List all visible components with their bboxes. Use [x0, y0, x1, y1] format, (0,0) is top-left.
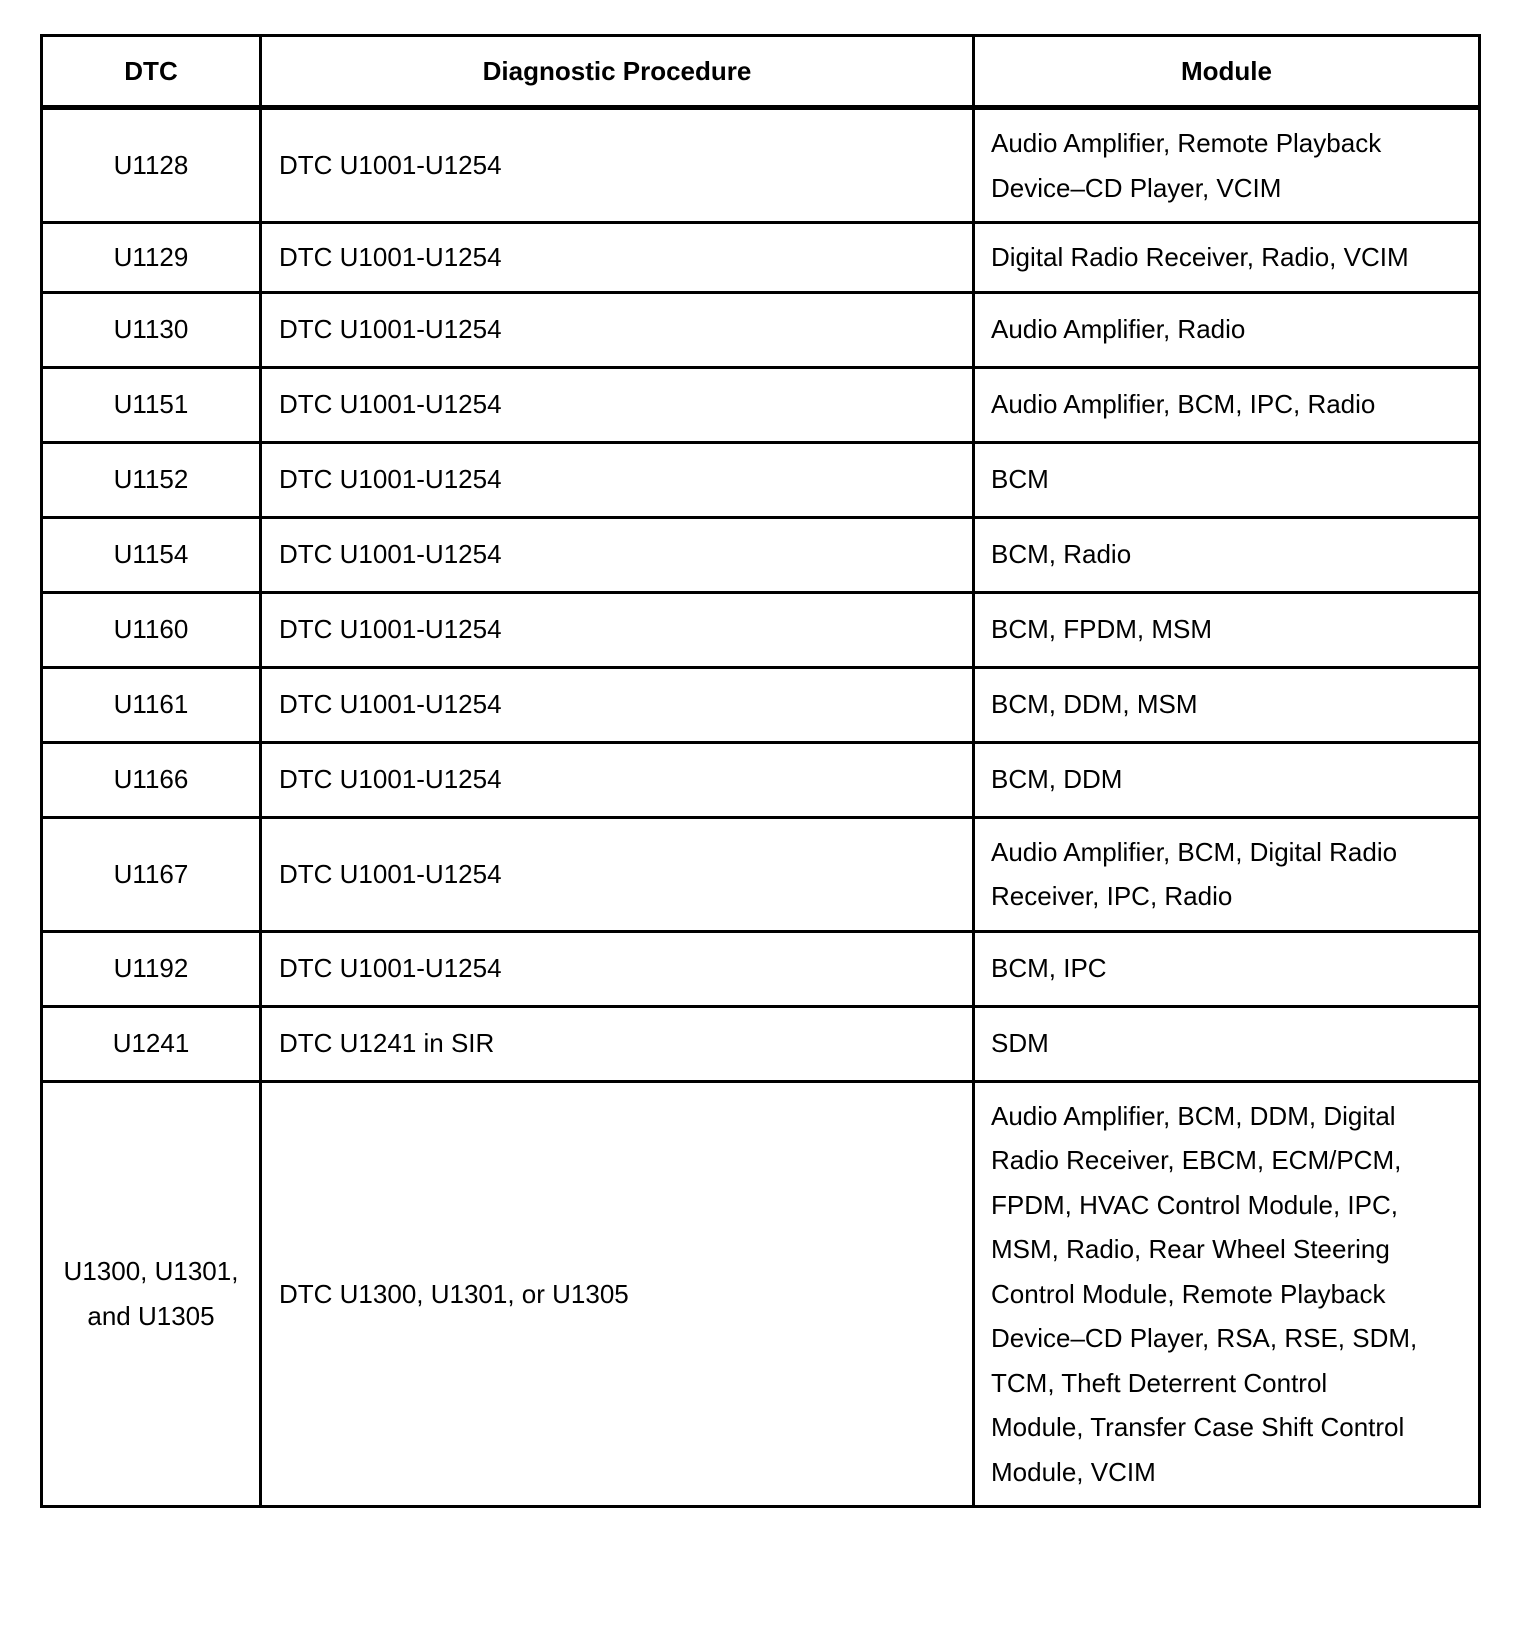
- dtc-table: [40, 34, 1481, 1508]
- dtc-cell: U1130: [42, 292, 261, 367]
- table-row: [42, 367, 1480, 442]
- procedure-cell: DTC U1001-U1254: [261, 667, 974, 742]
- header-diagnostic-procedure: Diagnostic Procedure: [261, 36, 974, 108]
- table-header-row: [42, 36, 1480, 108]
- procedure-cell: DTC U1001-U1254: [261, 442, 974, 517]
- module-cell: Audio Amplifier, BCM, IPC, Radio: [974, 367, 1480, 442]
- module-cell: BCM: [974, 442, 1480, 517]
- table-row: [42, 108, 1480, 223]
- table-row: [42, 1006, 1480, 1081]
- module-cell: Audio Amplifier, BCM, DDM, Digital Radio Receiver, EBCM, ECM/PCM, FPDM, HVAC Control Module, IPC, MSM, Radio, Rear Wheel Steering Control Module, Remote Playback Device–CD Player, RSA, RSE, SDM, TCM, Theft Deterrent Control Module, Transfer Case Shift Control Module, VCIM: [974, 1081, 1480, 1507]
- procedure-cell: DTC U1001-U1254: [261, 592, 974, 667]
- dtc-cell: U1128: [42, 108, 261, 223]
- dtc-cell: U1129: [42, 223, 261, 293]
- header-module: Module: [974, 36, 1480, 108]
- dtc-cell: U1160: [42, 592, 261, 667]
- dtc-cell: U1300, U1301, and U1305: [42, 1081, 261, 1507]
- procedure-cell: DTC U1001-U1254: [261, 517, 974, 592]
- dtc-cell: U1161: [42, 667, 261, 742]
- module-cell: SDM: [974, 1006, 1480, 1081]
- table-row: [42, 1081, 1480, 1507]
- table-row: [42, 223, 1480, 293]
- module-cell: BCM, FPDM, MSM: [974, 592, 1480, 667]
- procedure-cell: DTC U1001-U1254: [261, 367, 974, 442]
- header-dtc: DTC: [42, 36, 261, 108]
- module-cell: Audio Amplifier, BCM, Digital Radio Receiver, IPC, Radio: [974, 817, 1480, 931]
- module-cell: BCM, IPC: [974, 931, 1480, 1006]
- table-row: [42, 742, 1480, 817]
- module-cell: BCM, DDM, MSM: [974, 667, 1480, 742]
- table-row: [42, 517, 1480, 592]
- procedure-cell: DTC U1300, U1301, or U1305: [261, 1081, 974, 1507]
- procedure-cell: DTC U1001-U1254: [261, 742, 974, 817]
- table-row: [42, 817, 1480, 931]
- dtc-cell: U1152: [42, 442, 261, 517]
- dtc-cell: U1151: [42, 367, 261, 442]
- table-row: [42, 442, 1480, 517]
- module-cell: BCM, Radio: [974, 517, 1480, 592]
- procedure-cell: DTC U1241 in SIR: [261, 1006, 974, 1081]
- module-cell: Audio Amplifier, Remote Playback Device–CD Player, VCIM: [974, 108, 1480, 223]
- module-cell: BCM, DDM: [974, 742, 1480, 817]
- procedure-cell: DTC U1001-U1254: [261, 223, 974, 293]
- dtc-cell: U1241: [42, 1006, 261, 1081]
- module-cell: Digital Radio Receiver, Radio, VCIM: [974, 223, 1480, 293]
- table-row: [42, 667, 1480, 742]
- table-row: [42, 292, 1480, 367]
- procedure-cell: DTC U1001-U1254: [261, 817, 974, 931]
- dtc-cell: U1154: [42, 517, 261, 592]
- table-row: [42, 592, 1480, 667]
- procedure-cell: DTC U1001-U1254: [261, 292, 974, 367]
- procedure-cell: DTC U1001-U1254: [261, 108, 974, 223]
- module-cell: Audio Amplifier, Radio: [974, 292, 1480, 367]
- table-row: [42, 931, 1480, 1006]
- dtc-cell: U1167: [42, 817, 261, 931]
- procedure-cell: DTC U1001-U1254: [261, 931, 974, 1006]
- dtc-cell: U1192: [42, 931, 261, 1006]
- dtc-cell: U1166: [42, 742, 261, 817]
